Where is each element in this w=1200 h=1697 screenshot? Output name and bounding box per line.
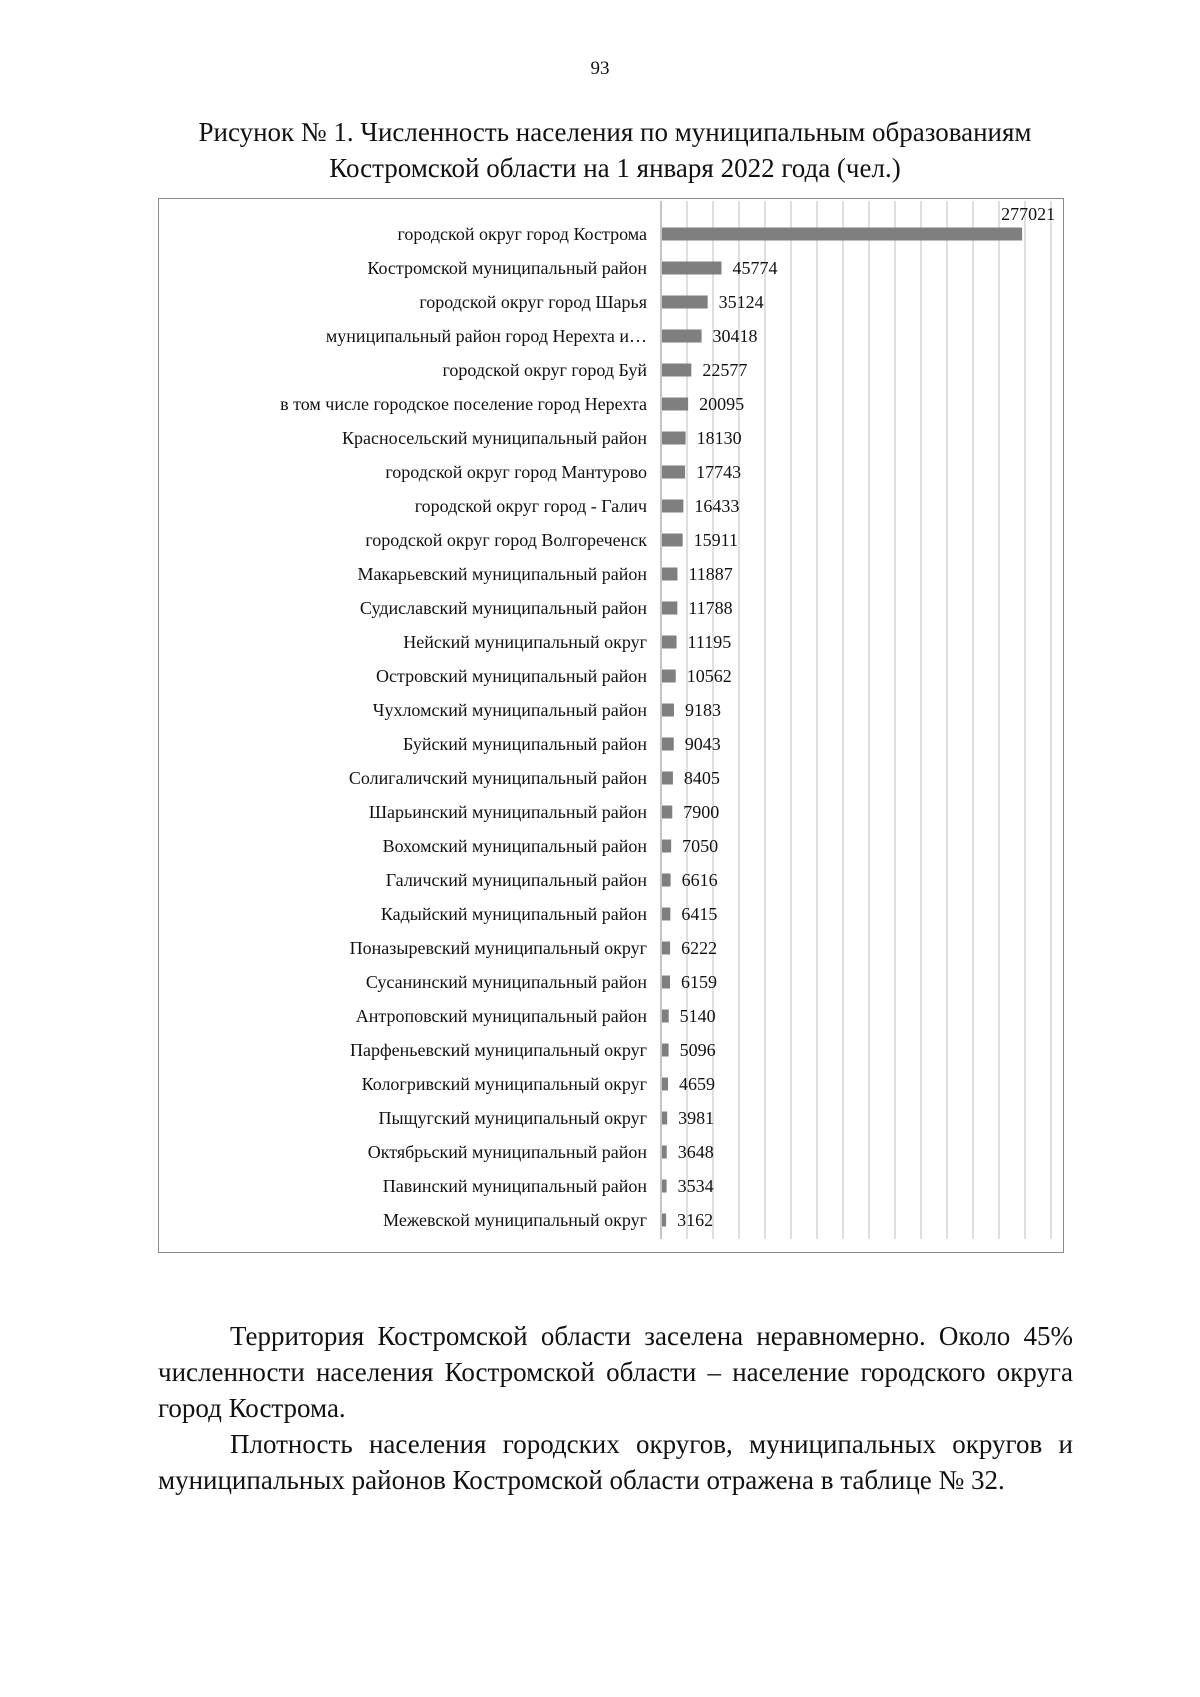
category-label: Поназыревский муниципальный округ: [349, 938, 647, 958]
value-label: 9183: [684, 700, 721, 720]
category-label: Пыщугский муниципальный округ: [378, 1108, 647, 1128]
bar: [662, 908, 670, 921]
category-label: Антроповский муниципальный район: [355, 1006, 647, 1026]
value-label: 5096: [679, 1040, 716, 1060]
bar: [662, 1044, 669, 1057]
category-label: муниципальный район город Нерехта и…: [325, 326, 647, 346]
bar: [662, 262, 722, 275]
bar: [662, 432, 686, 445]
category-label: Островский муниципальный район: [376, 666, 647, 686]
category-label: Нейский муниципальный округ: [403, 632, 647, 652]
bar: [662, 738, 674, 751]
category-label: Вохомский муниципальный район: [382, 836, 647, 856]
value-label: 3162: [677, 1210, 714, 1230]
category-label: Красносельский муниципальный район: [342, 428, 647, 448]
value-label: 7900: [683, 802, 720, 822]
value-label: 17743: [696, 462, 742, 482]
figure-title-line-2: Костромской области на 1 января 2022 года (чел.): [329, 153, 901, 183]
bar: [662, 466, 685, 479]
bar: [662, 602, 677, 615]
paragraph-2: Плотность населения городских округов, муниципальных округов и муниципальных районов Костромской области отражена в таблице № 32.: [158, 1429, 1073, 1495]
value-label: 5140: [679, 1006, 716, 1026]
category-label: Павинский муниципальный район: [382, 1176, 647, 1196]
value-label: 15911: [693, 530, 739, 550]
value-label: 6415: [681, 904, 718, 924]
value-label: 4659: [679, 1074, 716, 1094]
bar: [662, 636, 677, 649]
value-label: 20095: [699, 394, 745, 414]
bar: [662, 398, 688, 411]
category-label: городской округ город - Галич: [414, 496, 647, 516]
figure-title-line-1: Рисунок № 1. Численность населения по муниципальным образованиям: [198, 117, 1032, 147]
bar: [662, 364, 691, 377]
category-label: Октябрьский муниципальный район: [367, 1142, 647, 1162]
bar: [662, 534, 683, 547]
category-label: Солигаличский муниципальный район: [348, 768, 647, 788]
value-label: 11887: [688, 564, 733, 584]
value-label: 3534: [677, 1176, 714, 1196]
category-label: городской округ город Буй: [442, 360, 647, 380]
bar: [662, 1146, 667, 1159]
value-label: 6222: [681, 938, 718, 958]
value-label: 11788: [688, 598, 733, 618]
category-label: Кадыйский муниципальный район: [380, 904, 647, 924]
value-label: 45774: [732, 258, 778, 278]
category-label: Макарьевский муниципальный район: [357, 564, 647, 584]
value-label: 6616: [681, 870, 718, 890]
category-label: Межевской муниципальный округ: [383, 1210, 647, 1230]
category-label: городской округ город Шарья: [419, 292, 647, 312]
value-label: 3981: [678, 1108, 715, 1128]
value-label: 35124: [718, 292, 764, 312]
category-label: Парфеньевский муниципальный округ: [349, 1040, 647, 1060]
value-label: 9043: [684, 734, 721, 754]
category-label: Костромской муниципальный район: [367, 258, 647, 278]
bar: [662, 1214, 666, 1227]
category-label: Сусанинский муниципальный район: [365, 972, 647, 992]
bar: [662, 1180, 667, 1193]
bar: [662, 772, 673, 785]
value-label: 22577: [702, 360, 748, 380]
value-label: 8405: [683, 768, 720, 788]
bar: [662, 568, 677, 581]
page-number: 93: [590, 58, 610, 79]
chart-frame: [158, 198, 1064, 1253]
value-label: 6159: [681, 972, 718, 992]
bar: [662, 330, 702, 343]
category-label: Кологривский муниципальный округ: [361, 1074, 647, 1094]
bar: [662, 704, 674, 717]
bar: [662, 840, 671, 853]
value-label: 11195: [687, 632, 732, 652]
value-label: 10562: [686, 666, 732, 686]
category-label: в том числе городское поселение город Нерехта: [280, 394, 647, 414]
bar: [662, 1010, 669, 1023]
category-label: городской округ город Кострома: [397, 224, 647, 244]
category-label: Буйский муниципальный район: [402, 734, 647, 754]
value-label: 16433: [694, 496, 740, 516]
category-label: Шарьинский муниципальный район: [368, 802, 647, 822]
category-label: Судиславский муниципальный район: [359, 598, 647, 618]
value-label: 18130: [696, 428, 742, 448]
bar: [662, 228, 1022, 241]
value-label: 7050: [682, 836, 719, 856]
category-label: Чухломский муниципальный район: [372, 700, 647, 720]
figure-title: [150, 114, 1080, 186]
value-label: 3648: [677, 1142, 714, 1162]
value-label: 277021: [1001, 204, 1056, 224]
population-bar-chart: [159, 199, 1063, 1252]
bar: [662, 874, 671, 887]
category-label: городской округ город Волгореченск: [365, 530, 647, 550]
value-label: 30418: [712, 326, 758, 346]
bar: [662, 500, 683, 513]
bar: [662, 1078, 668, 1091]
bar: [662, 1112, 667, 1125]
paragraph-1: Территория Костромской области заселена неравномерно. Около 45% численности населения Костромской области – население городского округа город Кострома.: [158, 1321, 1073, 1423]
bar: [662, 976, 670, 989]
body-text: [158, 1318, 1073, 1498]
category-label: городской округ город Мантурово: [385, 462, 647, 482]
bar: [662, 296, 708, 309]
category-label: Галичский муниципальный район: [385, 870, 647, 890]
bar: [662, 806, 672, 819]
bar: [662, 670, 676, 683]
bar: [662, 942, 670, 955]
